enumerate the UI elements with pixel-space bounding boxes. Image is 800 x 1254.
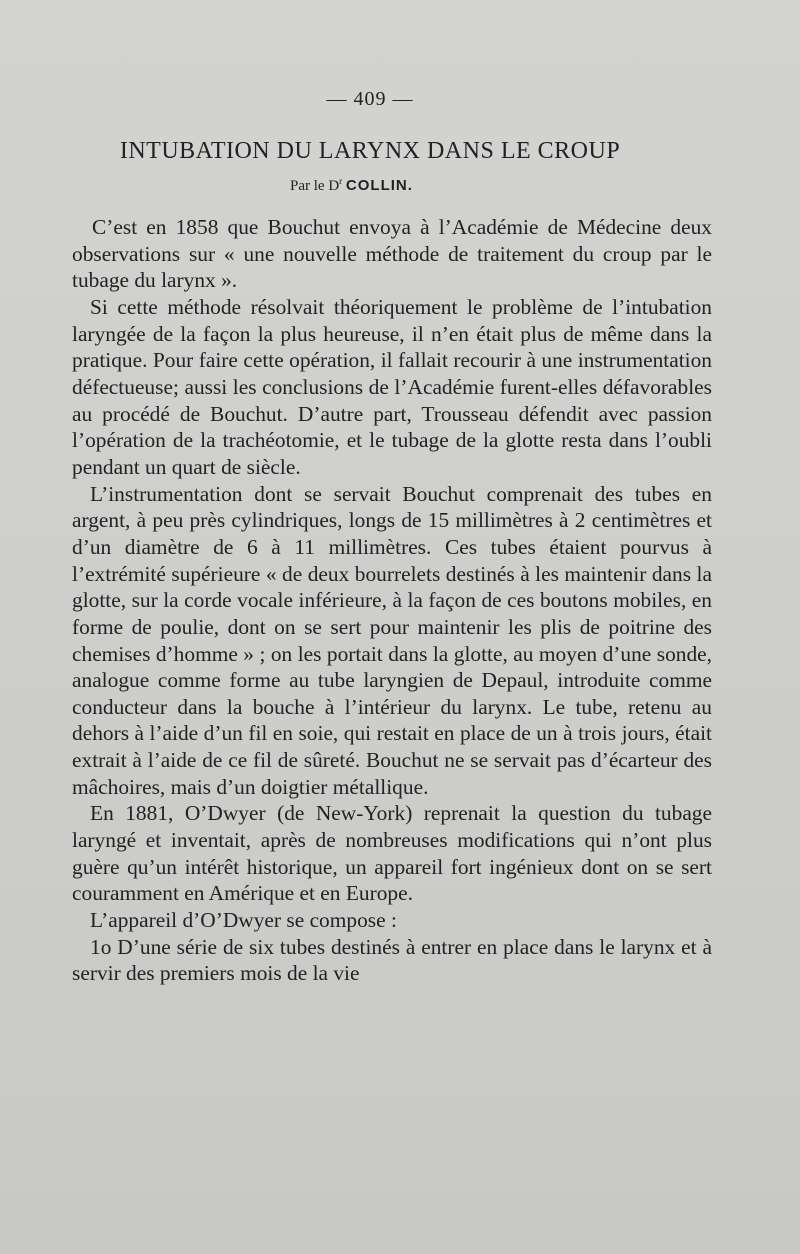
article-body <box>72 214 712 987</box>
author-prefix: Par le D <box>290 178 340 194</box>
paragraph-6: 1o D’une série de six tubes destinés à entrer en place dans le larynx et à servir des premiers mois de la vie <box>72 934 712 986</box>
paragraph-5: L’appareil d’O’Dwyer se compose : <box>90 908 397 933</box>
paragraph-2: Si cette méthode résolvait théoriquement le problème de l’intubation laryngée de la façon la plus heureuse, il n’en était plus de même dans la pratique. Pour faire cette opération, il fallait recourir à une instrumentation défectueuse; aussi les conclusions de l’Académie furent-elles défavorables au procédé de Bouchut. D’autre part, Trousseau défendit avec passion l’opération de la trachéotomie, et le tubage de la glotte resta dans l’oubli pendant un quart de siècle. <box>72 294 712 479</box>
paragraph-3: L’instrumentation dont se servait Bouchut comprenait des tubes en argent, à peu près cylindriques, longs de 15 millimètres à 2 centimètres et d’un diamètre de 6 à 11 millimètres. Ces tubes étaient pourvus à l’extrémité supérieure « de deux bourrelets destinés à les maintenir dans la glotte, sur la corde vocale inférieure, à la façon de ces boutons mobiles, en forme de poulie, dont on se sert pour maintenir les plis de poitrine des chemises d’homme » ; on les portait dans la glotte, au moyen d’une sonde, analogue comme forme au tube laryngien de Depaul, introduite comme conducteur dans la bouche à l’intérieur du larynx. Le tube, retenu au dehors à l’aide d’un fil en soie, qui restait en place de un à trois jours, était extrait à l’aide de ce fil de sûreté. Bouchut ne se servait pas d’écarteur des mâchoires, mais d’un doigtier métallique. <box>72 481 712 799</box>
author-line <box>290 176 413 195</box>
author-name: COLLIN. <box>345 177 413 194</box>
author-title-superscript: r <box>339 176 343 186</box>
article-title: INTUBATION DU LARYNX DANS LE CROUP <box>119 138 621 164</box>
paragraph-1: C’est en 1858 que Bouchut envoya à l’Académie de Médecine deux observations sur « une nouvelle méthode de traitement du croup par le tubage du larynx ». <box>72 215 712 293</box>
paragraph-4: En 1881, O’Dwyer (de New-York) reprenait la question du tubage laryngé et inventait, après de nombreuses modifications qui n’ont plus guère qu’un intérêt historique, un appareil fort ingénieux dont on se sert couramment en Amérique et en Europe. <box>72 801 712 906</box>
page-number: — 409 — <box>326 88 414 110</box>
